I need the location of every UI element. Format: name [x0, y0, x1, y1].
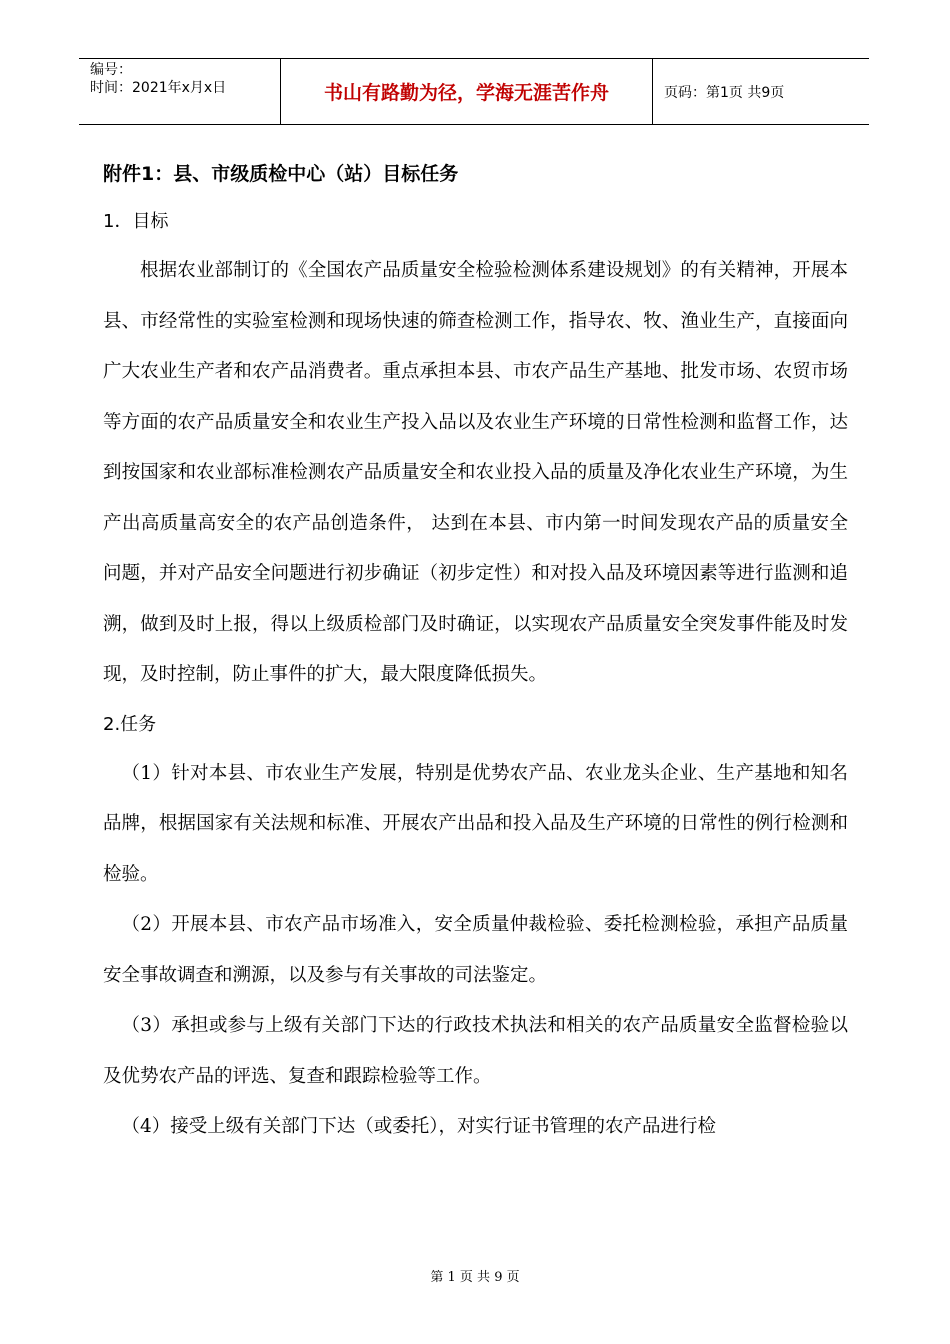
task-item: （1）针对本县、市农业生产发展，特别是优势农产品、农业龙头企业、生产基地和知名品牌，根据国家有关法规和标准、开展农产出品和投入品及生产环境的日常性的例行检测和检验。: [103, 762, 848, 885]
section-task-title: 2.任务: [103, 713, 157, 735]
header-page-info: 页码：第1页 共9页: [664, 84, 785, 101]
page-footer: 第 1 页 共 9 页: [430, 1270, 520, 1285]
document-title: 附件1：县、市级质检中心（站）目标任务: [103, 163, 459, 185]
header-meta: [79, 59, 281, 124]
document-number-label: 编号：: [90, 62, 132, 78]
section-goal-title: 1．目标: [103, 211, 169, 232]
page-header: [79, 58, 869, 125]
task-item: （4）接受上级有关部门下达（或委托），对实行证书管理的农产品进行检: [121, 1116, 717, 1137]
section-goal-paragraph: 根据农业部制订的《全国农产品质量安全检验检测体系建设规划》的有关精神，开展本县、市经常性的实验室检测和现场快速的筛查检测工作，指导农、牧、渔业生产，直接面向广大农业生产者和农产品消费者。重点承担本县、市农产品生产基地、批发市场、农贸市场等方面的农产品质量安全和农业生产投入品以及农业生产环境的日常性检测和监督工作，达到按国家和农业部标准检测农产品质量安全和农业投入品的质量及净化农业生产环境，为生产出高质量高安全的农产品创造条件， 达到在本县、市内第一时间发现农产品的质量安全问题，并对产品安全问题进行初步确证（初步定性）和对投入品及环境因素等进行监测和追溯，做到及时上报，得以上级质检部门及时确证，以实现农产品质量安全突发事件能及时发现，及时控制，防止事件的扩大，最大限度降低损失。: [103, 260, 848, 685]
task-item: （2）开展本县、市农产品市场准入，安全质量仲裁检验、委托检测检验，承担产品质量安全事故调查和溯源，以及参与有关事故的司法鉴定。: [103, 914, 848, 986]
header-motto: 书山有路勤为径，学海无涯苦作舟: [281, 59, 653, 124]
task-item: （3）承担或参与上级有关部门下达的行政技术执法和相关的农产品质量安全监督检验以及优势农产品的评选、复查和跟踪检验等工作。: [103, 1015, 848, 1087]
document-time-label: 时间：2021年x月x日: [90, 80, 227, 96]
document-body: [103, 150, 848, 1153]
